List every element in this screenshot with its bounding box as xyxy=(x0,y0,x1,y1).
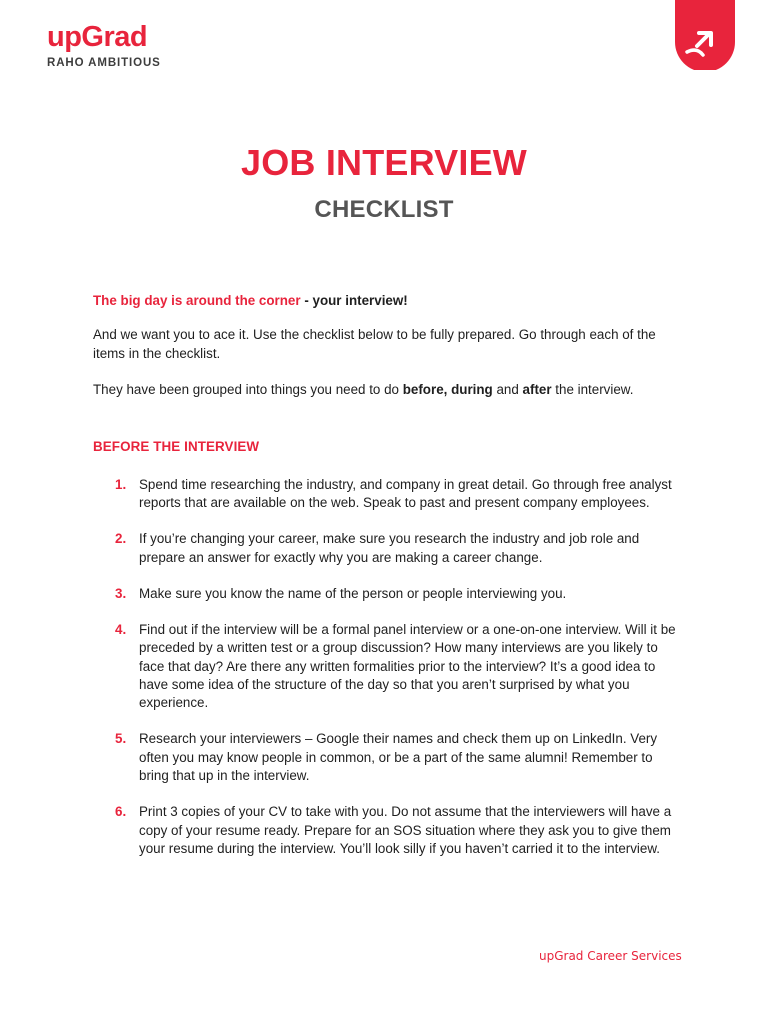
list-item-text: Find out if the interview will be a formal panel interview or a one-on-one interview. Will it be preceded by a written test or a group discussion? How many interviews are you likely to face that day? Are there any written formalities prior to the interview? It’s a good idea to have some idea of the structure of the day so that you aren’t surprised by what you experience. xyxy=(139,621,676,711)
list-item-number: 6. xyxy=(115,804,127,820)
intro-paragraph: And we want you to ace it. Use the checklist below to be fully prepared. Go through each of the items in the checklist. xyxy=(93,327,656,361)
page-title: JOB INTERVIEW xyxy=(241,142,527,183)
list-item-number: 1. xyxy=(115,477,127,493)
logo-tagline: RAHO AMBITIOUS xyxy=(47,57,161,69)
list-item-number: 4. xyxy=(115,621,127,637)
footer-career-services: upGrad Career Services xyxy=(539,949,682,963)
groups-mid: and xyxy=(492,382,523,398)
document-body xyxy=(93,292,678,876)
list-item-number: 5. xyxy=(115,731,127,747)
list-item-text: Research your interviewers – Google their names and check them up on LinkedIn. Very often you may know people in common, or be a part of the same alumni! Remember to bring that up in the interview. xyxy=(139,731,658,784)
upgrad-logo xyxy=(47,20,161,69)
intro-lead-rest: - your interview! xyxy=(300,293,408,308)
list-item xyxy=(93,803,678,858)
intro-lead xyxy=(93,292,678,310)
list-item-number: 2. xyxy=(115,531,127,547)
list-item xyxy=(93,476,678,513)
groups-bold-before-during: before, during xyxy=(402,382,493,398)
list-item-text: Make sure you know the name of the person or people interviewing you. xyxy=(139,585,567,601)
groups-bold-after: after xyxy=(522,382,552,398)
list-item xyxy=(93,621,678,713)
groups-suffix: the interview. xyxy=(551,382,634,398)
intro-lead-highlight: The big day is around the corner xyxy=(93,293,301,308)
list-item xyxy=(93,730,678,785)
list-item-number: 3. xyxy=(115,585,127,601)
list-item xyxy=(93,530,678,567)
logo-wordmark: upGrad xyxy=(47,21,148,53)
list-item-text: Spend time researching the industry, and company in great detail. Go through free analyst reports that are available on the web. Speak to past and present company employees. xyxy=(139,477,672,511)
upgrad-arrow-badge-icon xyxy=(675,0,735,70)
list-item-text: If you’re changing your career, make sure you research the industry and job role and prepare an answer for exactly why you are making a career change. xyxy=(139,531,640,565)
section-heading-before-interview: BEFORE THE INTERVIEW xyxy=(93,438,260,454)
list-item xyxy=(93,585,678,603)
groups-paragraph xyxy=(93,381,678,399)
groups-prefix: They have been grouped into things you need to do xyxy=(93,382,403,398)
list-item-text: Print 3 copies of your CV to take with you. Do not assume that the interviewers will have a copy of your resume ready. Prepare for an SOS situation where they ask you to give them your resume during the interview. You’ll look silly if you haven’t carried it to the interview. xyxy=(139,804,672,857)
checklist xyxy=(93,476,678,858)
page-subtitle: CHECKLIST xyxy=(314,196,454,223)
